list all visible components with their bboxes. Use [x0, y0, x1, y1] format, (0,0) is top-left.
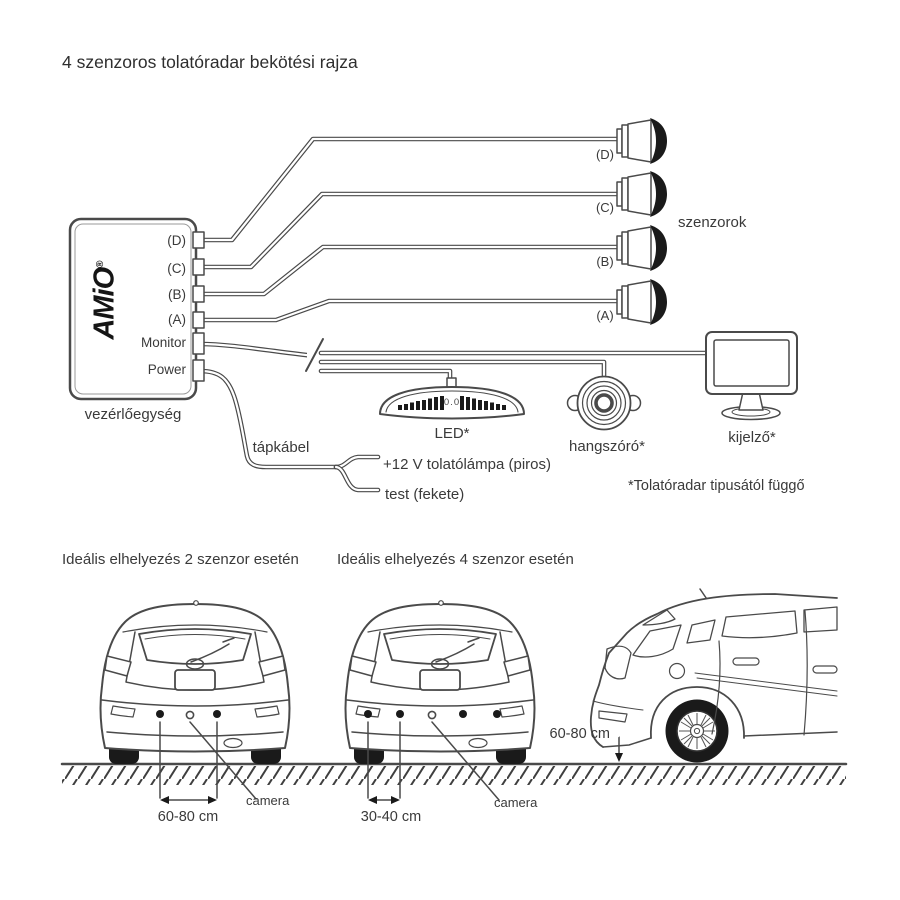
car4-camera-dot [428, 711, 435, 718]
car4-camera-label: camera [494, 795, 538, 810]
port-c [193, 259, 204, 275]
port-d [193, 232, 204, 248]
sensors-group-label: szenzorok [678, 214, 747, 231]
led-label: LED* [434, 425, 470, 442]
speaker-label: hangszóró* [569, 438, 645, 455]
port-label-monitor: Monitor [140, 335, 186, 350]
ground [62, 764, 846, 785]
amio-logo-text: AMiO [88, 267, 121, 340]
cable-break-gap [307, 338, 317, 374]
display-label: kijelző* [728, 429, 776, 446]
car2-camera-label: camera [246, 793, 290, 808]
control-unit-label: vezérlőegység [84, 406, 182, 423]
port-a [193, 312, 204, 328]
registered-mark: ® [94, 261, 106, 268]
heading-2-sensors: Ideális elhelyezés 2 szenzor esetén [62, 551, 299, 568]
sensor-label-d: (D) [595, 147, 615, 162]
amio-logo [89, 251, 122, 351]
sensor-label-c: (C) [595, 200, 615, 215]
sensor-label-b: (B) [596, 254, 614, 269]
power-cable [200, 371, 378, 490]
power-cable-label: tápkábel [252, 439, 310, 456]
port-label-c: (C) [167, 261, 186, 276]
heading-4-sensors: Ideális elhelyezés 4 szenzor esetén [337, 551, 574, 568]
led-value: 0.0 [443, 397, 461, 408]
port-power [193, 360, 204, 381]
power-red-wire-label: +12 V tolatólámpa (piros) [383, 456, 552, 473]
car2-camera-dot [186, 711, 193, 718]
monitor-icon [706, 332, 797, 420]
port-label-b: (B) [168, 287, 186, 302]
sensor-wire-a [200, 301, 618, 320]
sensor-label-a: (A) [596, 308, 614, 323]
page-title: 4 szenzoros tolatóradar bekötési rajza [62, 52, 358, 72]
speaker-icon [568, 377, 641, 430]
port-label-d: (D) [167, 233, 186, 248]
port-monitor [193, 333, 204, 354]
car4-distance-label: 30-40 cm [360, 809, 422, 825]
port-label-a: (A) [168, 312, 186, 327]
car-side-view [591, 589, 837, 763]
side-height-label: 60-80 cm [549, 726, 610, 742]
power-black-wire-label: test (fekete) [385, 486, 465, 503]
port-b [193, 286, 204, 302]
car-rear-view-2-sensors [101, 601, 290, 764]
port-label-power: Power [147, 362, 186, 377]
car2-distance-label: 60-80 cm [157, 809, 219, 825]
sensor-wire-d [200, 139, 618, 240]
car-rear-view-4-sensors [346, 601, 535, 764]
footnote: *Tolatóradar tipusától függő [628, 478, 805, 494]
